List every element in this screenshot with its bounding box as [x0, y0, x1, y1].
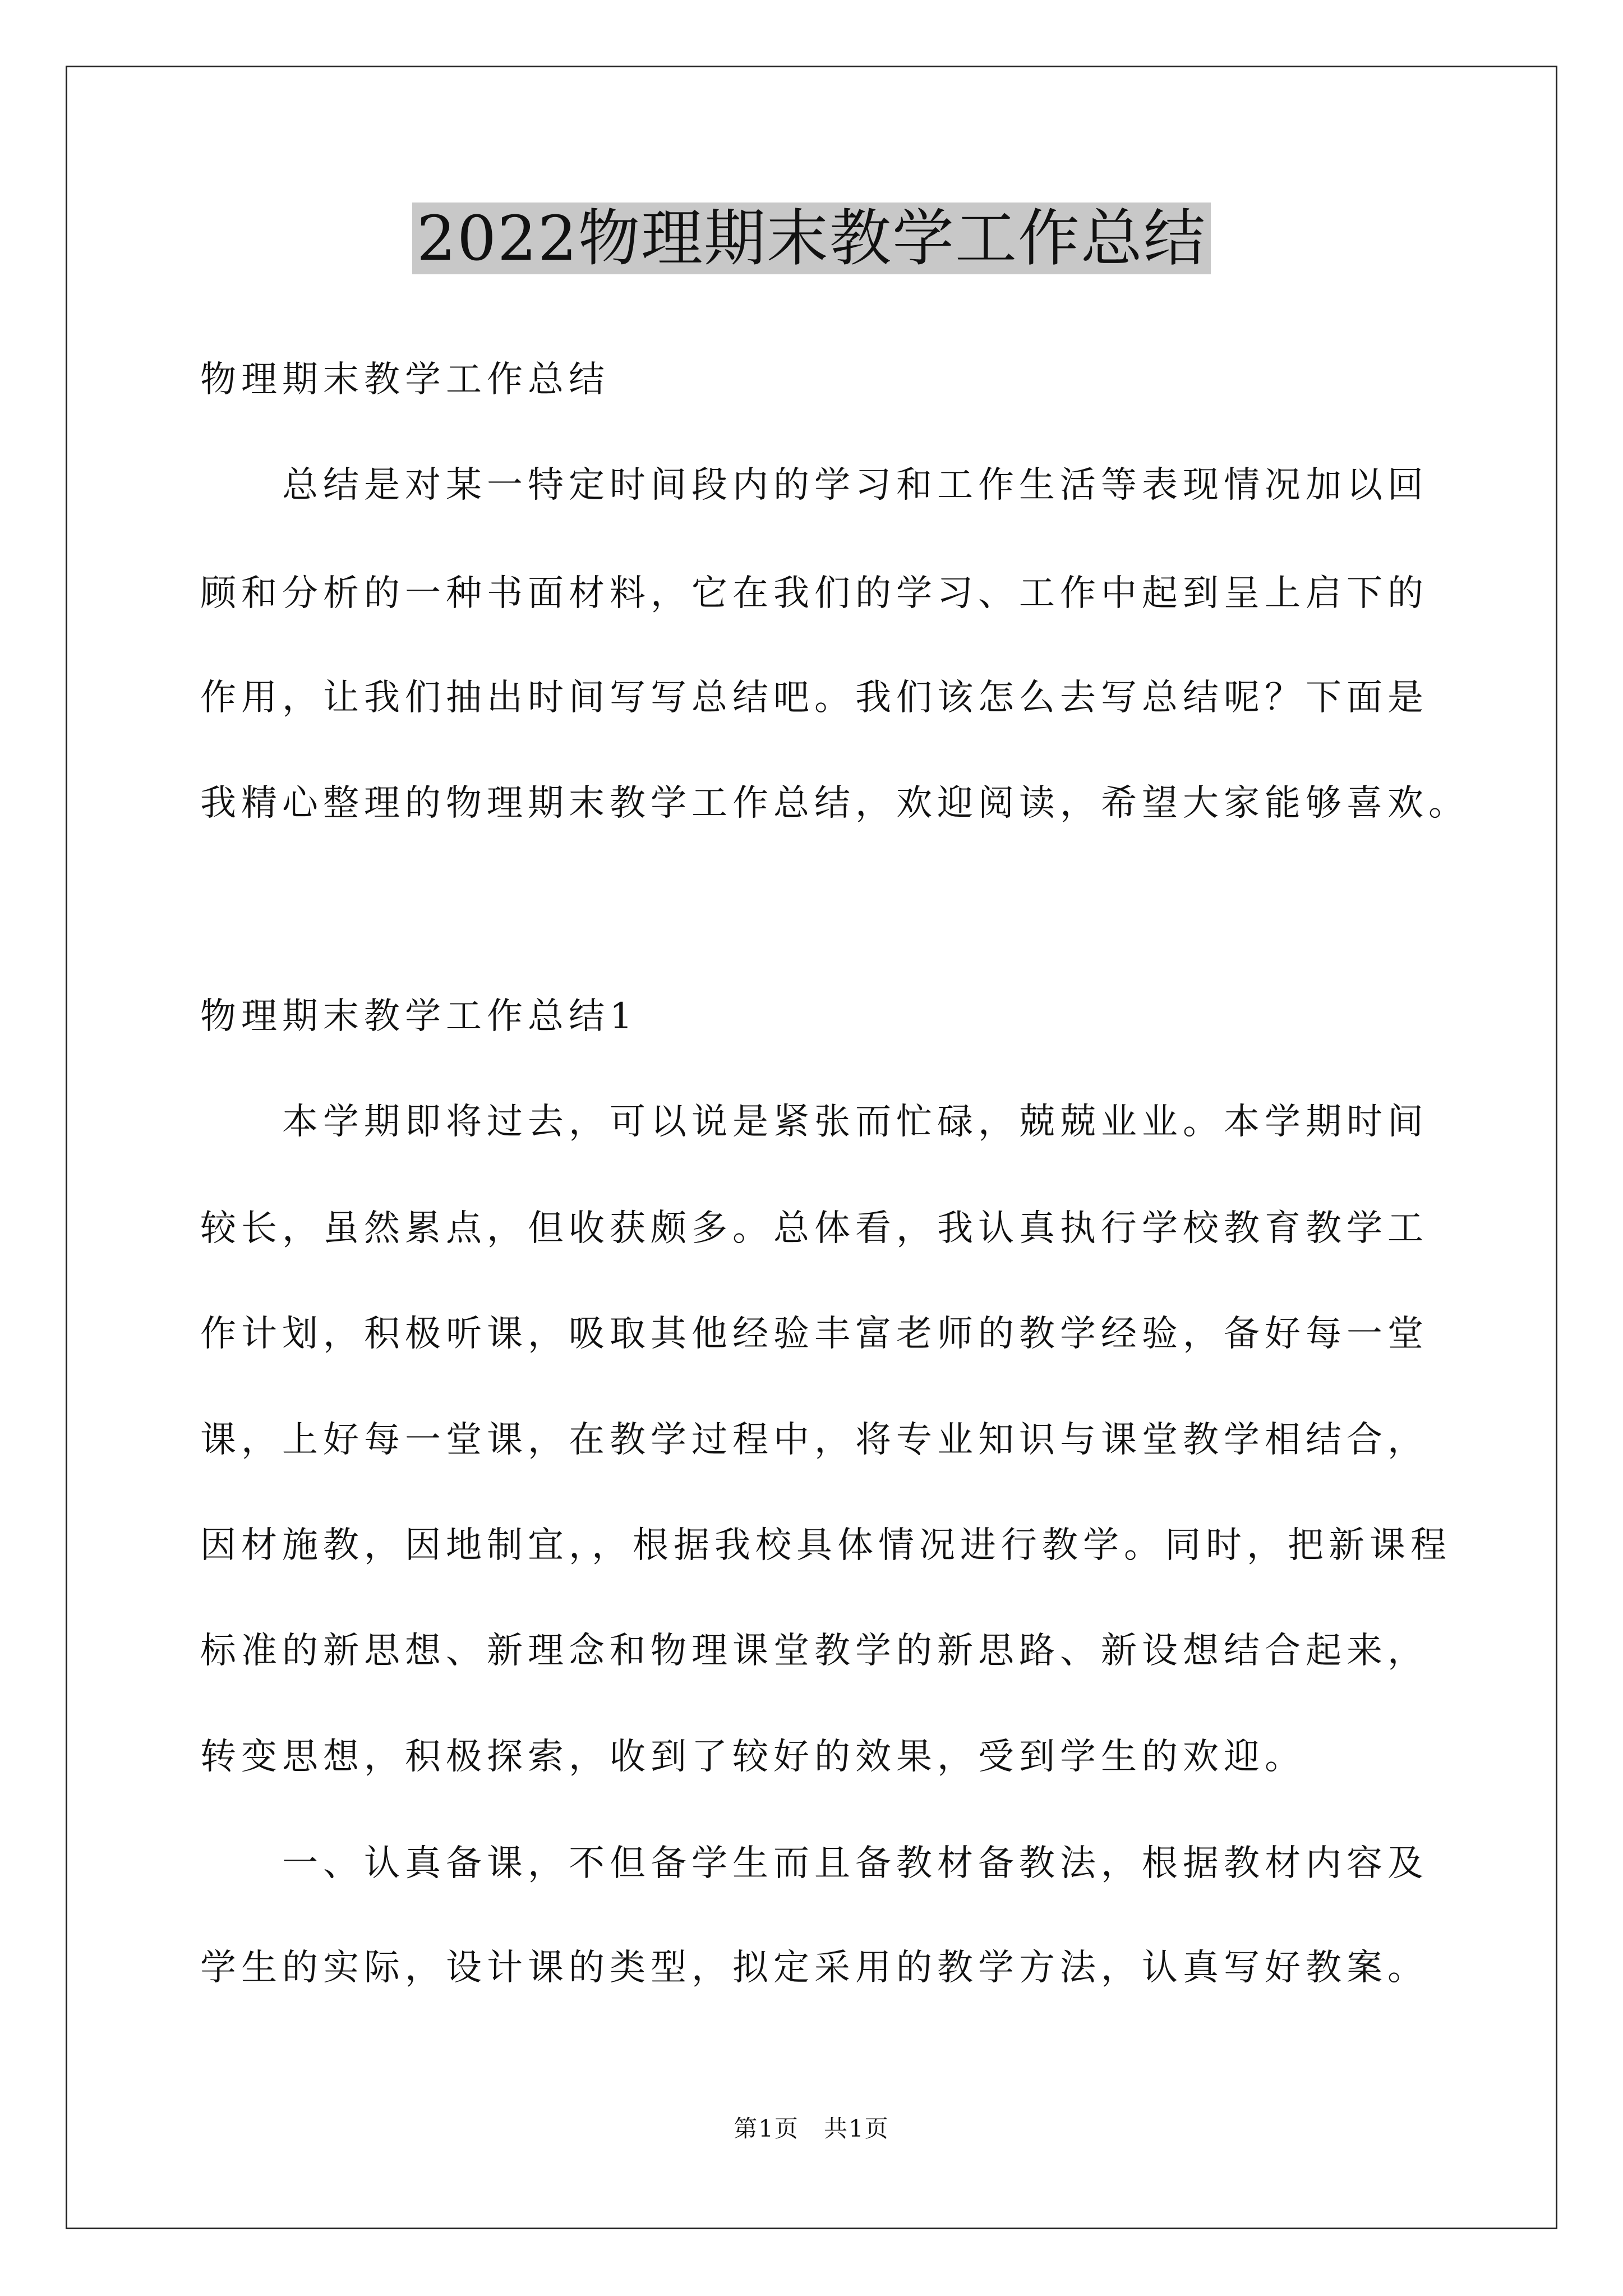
section-line-9: 学生的实际，设计课的类型，拟定采用的教学方法，认真写好教案。 — [200, 1947, 1428, 1989]
intro-line-4: 我精心整理的物理期末教学工作总结，欢迎阅读，希望大家能够喜欢。 — [200, 783, 1469, 824]
document-title-text: 2022物理期末教学工作总结 — [412, 203, 1211, 274]
page-footer: 第1页 共1页 — [734, 2115, 889, 2142]
intro-line-1: 总结是对某一特定时间段内的学习和工作生活等表现情况加以回 — [200, 464, 1428, 506]
section-heading: 物理期末教学工作总结1 — [200, 996, 638, 1037]
section-line-7: 转变思想，积极探索，收到了较好的效果，受到学生的欢迎。 — [200, 1736, 1306, 1778]
section-line-3: 作计划，积极听课，吸取其他经验丰富老师的教学经验，备好每一堂 — [200, 1313, 1428, 1355]
section-line-1: 本学期即将过去，可以说是紧张而忙碌，兢兢业业。本学期时间 — [200, 1101, 1428, 1143]
document-title — [0, 199, 1623, 278]
section-line-8: 一、认真备课，不但备学生而且备教材备教法，根据教材内容及 — [200, 1843, 1428, 1884]
intro-line-3: 作用，让我们抽出时间写写总结吧。我们该怎么去写总结呢？下面是 — [200, 677, 1428, 719]
intro-line-2: 顾和分析的一种书面材料，它在我们的学习、工作中起到呈上启下的 — [200, 573, 1428, 614]
section-line-5: 因材施教，因地制宜，，根据我校具体情况进行教学。同时，把新课程 — [200, 1525, 1451, 1566]
section-line-2: 较长，虽然累点，但收获颇多。总体看，我认真执行学校教育教学工 — [200, 1208, 1428, 1249]
document-subtitle: 物理期末教学工作总结 — [200, 359, 610, 401]
section-line-6: 标准的新思想、新理念和物理课堂教学的新思路、新设想结合起来， — [200, 1630, 1428, 1672]
section-line-4: 课，上好每一堂课，在教学过程中，将专业知识与课堂教学相结合， — [200, 1419, 1428, 1461]
